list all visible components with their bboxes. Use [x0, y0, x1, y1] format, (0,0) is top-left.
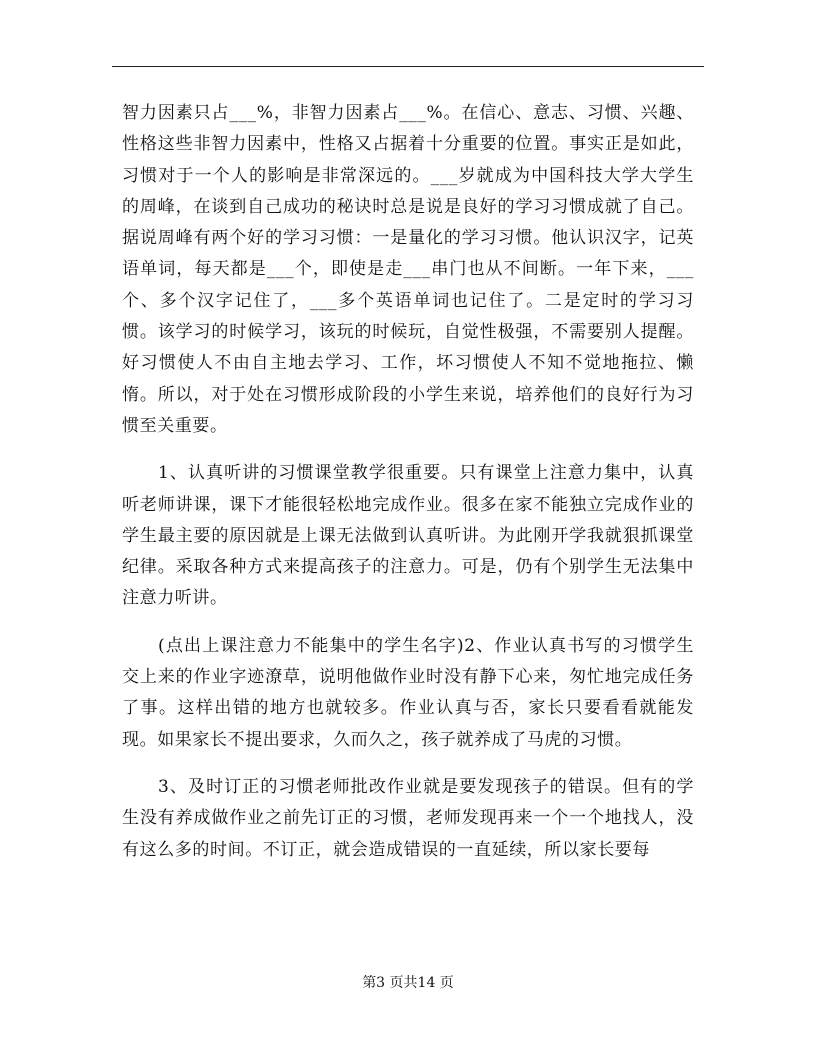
paragraph-homework-writing-habit: (点出上课注意力不能集中的学生名字)2、作业认真书写的习惯学生交上来的作业字迹潦草，说明他做作业时没有静下心来，匆忙地完成任务了事。这样出错的地方也就较多。作业认真与否，家长只要看看就能发现。如果家长不提出要求，久而久之，孩子就养成了马虎的习惯。	[122, 635, 694, 750]
page-body	[122, 98, 694, 866]
paragraph-correction-habit: 3、及时订正的习惯老师批改作业就是要发现孩子的错误。但有的学生没有养成做作业之前先订正的习惯，老师发现再来一个一个地找人，没有这么多的时间。不订正，就会造成错误的一直延续，所以家长要每	[122, 776, 694, 860]
paragraph-intelligence-factors: 智力因素只占___%，非智力因素占___%。在信心、意志、习惯、兴趣、性格这些非智力因素中，性格又占据着十分重要的位置。事实正是如此，习惯对于一个人的影响是非常深远的。___岁就成为中国科技大学大学生的周峰，在谈到自己成功的秘诀时总是说是良好的学习习惯成就了自己。据说周峰有两个好的学习习惯：一是量化的学习习惯。他认识汉字，记英语单词，每天都是___个，即使是走___串门也从不间断。一年下来，___个、多个汉字记住了，___多个英语单词也记住了。二是定时的学习习惯。该学习的时候学习，该玩的时候玩，自觉性极强，不需要别人提醒。好习惯使人不由自主地去学习、工作，坏习惯使人不知不觉地拖拉、懒惰。所以，对于处在习惯形成阶段的小学生来说，培养他们的良好行为习惯至关重要。	[122, 103, 694, 436]
page-number: 第3 页共14 页	[362, 975, 454, 991]
header-rule	[112, 66, 704, 67]
paragraph-listening-habit: 1、认真听讲的习惯课堂教学很重要。只有课堂上注意力集中，认真听老师讲课，课下才能很轻松地完成作业。很多在家不能独立完成作业的学生最主要的原因就是上课无法做到认真听讲。为此刚开学我就狠抓课堂纪律。采取各种方式来提高孩子的注意力。可是，仍有个别学生无法集中注意力听讲。	[122, 463, 694, 609]
